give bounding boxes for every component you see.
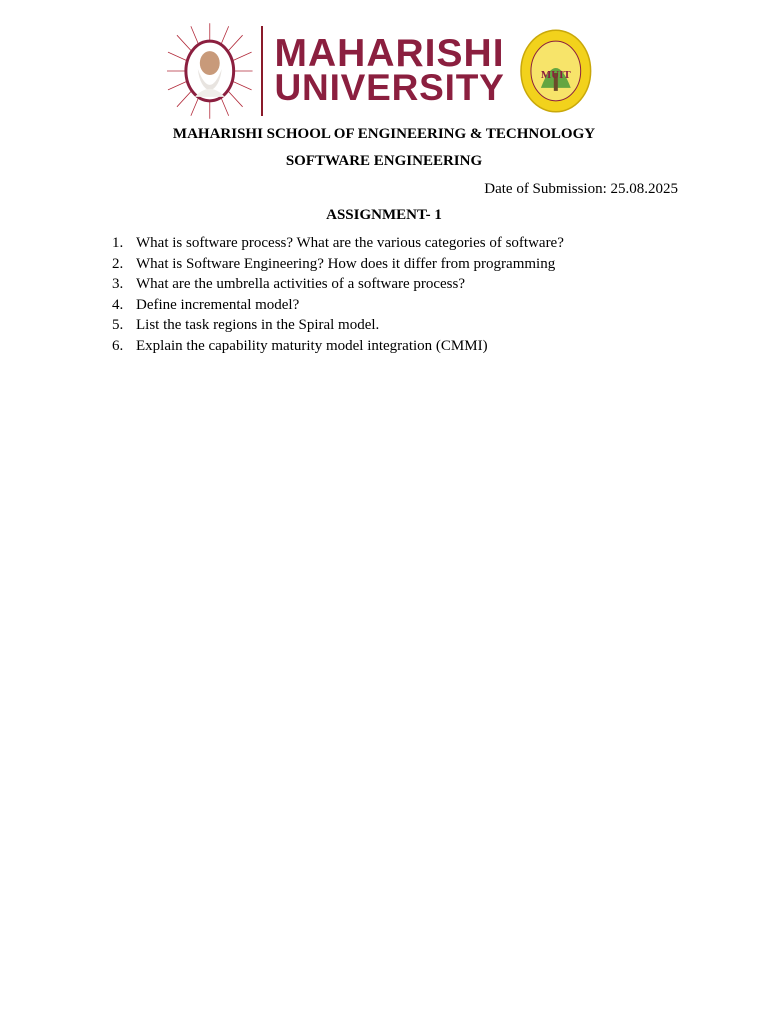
submission-date: Date of Submission: 25.08.2025	[484, 181, 678, 197]
list-item	[112, 256, 564, 277]
question-number: 6.	[112, 337, 124, 354]
question-text: Define incremental model?	[136, 296, 300, 313]
question-number: 1.	[112, 235, 124, 251]
question-text: What is Software Engineering? How does it differ from programming	[136, 255, 556, 272]
question-number: 2.	[112, 255, 124, 272]
university-wordmark	[274, 32, 510, 108]
university-seal-icon	[519, 28, 593, 114]
assignment-title: ASSIGNMENT- 1	[326, 207, 442, 223]
list-item	[112, 317, 564, 338]
question-number: 5.	[112, 317, 124, 334]
question-text: List the task regions in the Spiral model.	[136, 317, 380, 334]
wordmark-line1: MAHARISHI	[274, 32, 505, 75]
school-heading: MAHARISHI SCHOOL OF ENGINEERING & TECHNOLOGY	[172, 126, 596, 142]
question-text: What is software process? What are the various categories of software?	[136, 235, 564, 251]
question-text: What are the umbrella activities of a software process?	[136, 276, 466, 293]
list-item	[112, 297, 564, 318]
subject-heading: SOFTWARE ENGINEERING	[285, 153, 483, 169]
seal-text: MUIT	[541, 68, 572, 81]
wordmark-line2: UNIVERSITY	[274, 67, 505, 108]
question-list	[112, 235, 564, 359]
list-item	[112, 235, 564, 256]
question-text: Explain the capability maturity model integration (CMMI)	[136, 337, 488, 354]
question-number: 3.	[112, 276, 124, 293]
founder-portrait-icon	[165, 21, 255, 121]
question-number: 4.	[112, 296, 124, 313]
university-logo	[165, 20, 593, 122]
list-item	[112, 338, 564, 359]
logo-divider	[261, 26, 263, 116]
list-item	[112, 276, 564, 297]
